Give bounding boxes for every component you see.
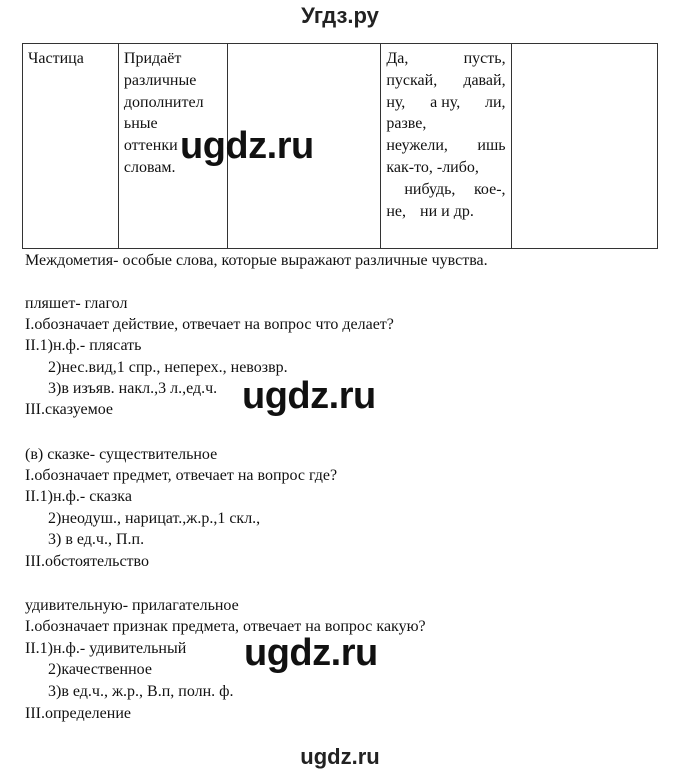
- example-word: давай,: [463, 71, 506, 89]
- example-word: не,: [386, 202, 407, 220]
- analysis-line: I.обозначает предмет, отвечает на вопрос где?: [25, 467, 338, 484]
- example-word: ишь: [477, 137, 506, 155]
- meaning-line: дополнител: [123, 93, 204, 111]
- example-line: [386, 70, 505, 92]
- example-word: а ну,: [430, 93, 461, 111]
- example-line: [386, 135, 505, 157]
- example-word: нибудь,: [404, 180, 456, 198]
- analysis-line: III.обстоятельство: [25, 553, 149, 570]
- analysis-line: 3)в изъяв. накл.,3 л.,ед.ч.: [48, 380, 218, 397]
- interjection-note: Междометия- особые слова, которые выражают различные чувства.: [25, 252, 488, 269]
- meaning-line: словам.: [123, 158, 176, 176]
- example-word: пускай,: [386, 71, 438, 89]
- example-word: кое-,: [473, 180, 506, 198]
- analysis-line: 3)в ед.ч., ж.р., В.п, полн. ф.: [48, 683, 234, 700]
- analysis-line: I.обозначает признак предмета, отвечает на вопрос какую?: [25, 618, 426, 635]
- example-line: [386, 113, 505, 135]
- example-word: Да,: [386, 50, 409, 67]
- example-line: [386, 201, 505, 223]
- watermark: ugdz.ru: [180, 125, 314, 167]
- grammar-table: [22, 43, 658, 249]
- meaning-line: Придаёт: [123, 50, 182, 67]
- example-word: неужели,: [386, 137, 448, 155]
- analysis-line: III.сказуемое: [25, 401, 114, 418]
- example-line: [386, 48, 505, 70]
- example-word: как-то, -либо,: [386, 158, 479, 176]
- part-of-speech-cell: [23, 44, 119, 249]
- example-word: ну,: [386, 93, 406, 111]
- meaning-line: ьные: [123, 115, 158, 133]
- examples-cell: [381, 44, 511, 249]
- analysis-line: II.1)н.ф.- сказка: [25, 488, 132, 505]
- meaning-line: оттенки: [123, 137, 178, 155]
- analysis-line: 2)качественное: [48, 661, 152, 678]
- analysis-line: 3) в ед.ч., П.п.: [48, 531, 145, 548]
- example-line: [386, 179, 505, 201]
- watermark: ugdz.ru: [244, 632, 378, 674]
- example-line: [386, 92, 505, 114]
- analysis-title: пляшет- глагол: [25, 295, 128, 312]
- analysis-line: 2)неодуш., нарицат.,ж.р.,1 скл.,: [48, 510, 261, 527]
- example-line: [386, 157, 505, 179]
- site-title: Угдз.ру: [301, 3, 379, 28]
- analysis-line: II.1)н.ф.- плясать: [25, 337, 142, 354]
- analysis-line: I.обозначает действие, отвечает на вопрос что делает?: [25, 316, 394, 333]
- analysis-title: (в) сказке- существительное: [25, 446, 218, 463]
- meaning-line: различные: [123, 71, 197, 89]
- analysis-line: II.1)н.ф.- удивительный: [25, 640, 187, 657]
- table-row: [23, 44, 658, 249]
- part-of-speech-label: Частица: [28, 50, 84, 67]
- example-word: разве,: [386, 115, 427, 133]
- watermark: ugdz.ru: [242, 375, 376, 417]
- empty-cell: [511, 44, 657, 249]
- analysis-title: удивительную- прилагательное: [25, 597, 239, 614]
- example-word: ни и др.: [420, 202, 474, 220]
- analysis-line: III.определение: [25, 705, 131, 722]
- example-word: пусть,: [463, 50, 506, 67]
- analysis-line: 2)нес.вид,1 спр., неперех., невозвр.: [48, 359, 288, 376]
- example-word: ли,: [485, 93, 506, 111]
- footer-watermark: ugdz.ru: [300, 744, 380, 769]
